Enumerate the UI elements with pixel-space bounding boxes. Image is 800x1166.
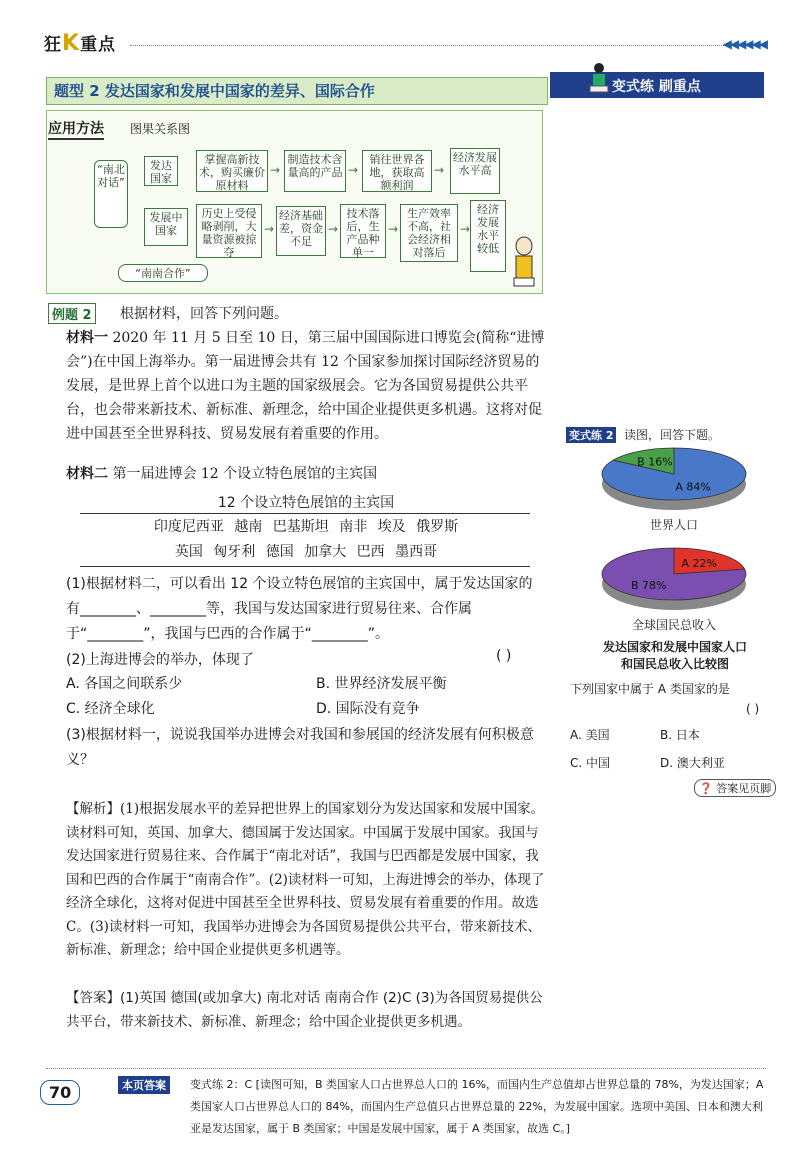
variant-option-b: B. 日本 (660, 728, 700, 742)
arrow-icon: → (264, 222, 275, 236)
chart-1-caption: 世界人口 (649, 518, 698, 532)
method-subtitle: 图果关系图 (130, 122, 191, 136)
pie-label-b: B 16% (637, 455, 673, 469)
diagram-south-south: “南南合作” (118, 264, 208, 282)
method-label: 应用方法 (48, 118, 104, 140)
variant-option-c: C. 中国 (570, 756, 611, 770)
header-arrows: ◀◀◀◀◀◀ (722, 37, 766, 51)
table-rule-bottom (80, 566, 530, 567)
footer-answer-text: 变式练 2：C [读图可知，B 类国家人口占世界总人口的 16%，而国内生产总值却占世界总量的 78%，为发达国家；A 类国家人口占世界总人口的 84%，而国内生产总值只占世界总量的 22%，为发展中国家。选项中美国、日本和澳大利亚是发达国家，属于 B 类国家；中国是发展中国家，属于 A 类国家，故选 C。] (190, 1078, 764, 1135)
diagram-developed: 发达国家 (144, 156, 178, 186)
table-row: 英国 匈牙利 德国 加拿大 巴西 墨西哥 (174, 544, 438, 560)
chart-2-caption: 全球国民总收入 (631, 618, 716, 632)
material-2-label: 材料二 (66, 466, 108, 482)
question-3: (3)根据材料一，说说我国举办进博会对我国和参展国的经济发展有何积极意义？ (66, 727, 534, 768)
question-1: (1)根据材料二，可以看出 12 个设立特色展馆的主宾国中，属于发达国家的有________、________等，我国与发达国家进行贸易往来、合作属于“________”，我国与巴西的合作属于“________”。 (66, 576, 533, 642)
material-2-text: 第一届进博会 12 个设立特色展馆的主宾国 (112, 466, 378, 482)
table-title: 12 个设立特色展馆的主宾国 (217, 495, 395, 511)
arrow-icon: → (348, 163, 359, 177)
variant-option-d: D. 澳大利亚 (660, 756, 725, 770)
answer-text: 【答案】(1)英国 德国(或加拿大) 南北对话 南南合作 (2)C (3)为各国贸易提供公共平台，带来新技术、新标准、新理念；给中国企业提供更多机遇。 (66, 990, 543, 1030)
option-d: D. 国际没有竞争 (316, 701, 420, 717)
arrow-icon: → (388, 222, 399, 236)
sidebar-header: 变式练 刷重点 (550, 72, 764, 98)
page-number: 70 (40, 1080, 80, 1105)
pie-chart-global-income (594, 544, 754, 614)
answer-link[interactable]: ❓ 答案见页脚 (694, 779, 776, 797)
diagram-north-south: “南北对话” (94, 160, 128, 228)
table-rule-top (80, 513, 530, 514)
diagram-bottom-2: 经济基础差，资金不足 (276, 206, 326, 256)
diagram-bottom-5: 经济发展水平较低 (470, 200, 506, 272)
student-figure-icon (588, 62, 610, 94)
arrow-icon: → (460, 222, 471, 236)
option-a: A. 各国之间联系少 (66, 676, 183, 692)
chart-main-caption: 发达国家和发展中国家人口和国民总收入比较图 (602, 640, 747, 671)
pie-chart-world-population (594, 444, 754, 514)
arrow-icon: → (434, 163, 445, 177)
arrow-icon: → (270, 163, 281, 177)
variant-tag: 变式练 2 (566, 427, 616, 443)
header-divider (130, 45, 750, 46)
option-b: B. 世界经济发展平衡 (316, 676, 447, 692)
example-question: 根据材料，回答下列问题。 (120, 306, 288, 322)
variant-sub-question: 下列国家中属于 A 类国家的是 (570, 682, 730, 696)
variant-option-a: A. 美国 (570, 728, 610, 742)
arrow-icon: → (328, 222, 339, 236)
section-title: 题型 2 发达国家和发展中国家的差异、国际合作 (54, 82, 375, 100)
analysis-text: 【解析】(1)根据发展水平的差异把世界上的国家划分为发达国家和发展中国家。读材料可知，英国、加拿大、德国属于发达国家。中国属于发展中国家。我国与发达国家进行贸易往来、合作属于“南北对话”，我国与巴西都是发展中国家，我国和巴西的合作属于“南南合作”。(2)读材料一可知，上海进博会的举办，体现了经济全球化，这将对促进中国甚至全世界科技、贸易发展有着重要的作用。故选 C。(3)读材料一可知，我国举办进博会为各国贸易提供公共平台，带来新技术、新标准、新理念；给中国企业提供更多机遇等。 (66, 801, 545, 958)
diagram-top-2: 制造技术含量高的产品 (284, 150, 346, 192)
diagram-top-4: 经济发展水平高 (450, 148, 500, 194)
material-2 (66, 462, 546, 486)
question-2-paren: ( ) (496, 648, 512, 664)
diagram-bottom-3: 技术落后，生产品种单一 (340, 204, 386, 258)
question-2: (2)上海进博会的举办，体现了 (66, 652, 254, 668)
material-1 (66, 326, 546, 446)
material-1-text: 2020 年 11 月 5 日至 10 日，第三届中国国际进口博览会(简称“进博会”)在中国上海举办。第一届进博会共有 12 个国家参加探讨国际经济贸易的发展，是世界上首个以进口为主题的国家级展会。它为各国贸易提供公共平台，也会带来新技术、新标准、新理念，给中国企业提供更多机遇。这将对促进中国甚至全世界科技、贸易发展有着重要的作用。 (66, 330, 545, 442)
diagram-bottom-1: 历史上受侵略剥削，大量资源被掠夺 (196, 204, 262, 258)
pie-label-a: A 22% (681, 556, 717, 570)
variant-paren: ( ) (746, 702, 760, 716)
table-row: 印度尼西亚 越南 巴基斯坦 南非 埃及 俄罗斯 (153, 519, 459, 535)
diagram-top-1: 掌握高新技术，购买廉价原材料 (196, 150, 268, 192)
cartoon-figure-icon (508, 236, 540, 288)
example-tag: 例题 2 (48, 303, 96, 324)
pie-label-a: A 84% (675, 480, 711, 494)
diagram-bottom-4: 生产效率不高，社会经济相对落后 (400, 204, 458, 262)
footer-answer-tag: 本页答案 (118, 1076, 170, 1094)
pie-label-b: B 78% (631, 579, 667, 593)
footer-divider (46, 1068, 766, 1069)
material-1-label: 材料一 (66, 330, 108, 346)
brand-logo: 狂K重点 (44, 31, 117, 56)
variant-question: 读图，回答下题。 (624, 428, 721, 442)
diagram-developing: 发展中国家 (144, 208, 188, 246)
diagram-top-3: 销往世界各地，获取高额利润 (362, 150, 432, 192)
option-c: C. 经济全球化 (66, 701, 155, 717)
